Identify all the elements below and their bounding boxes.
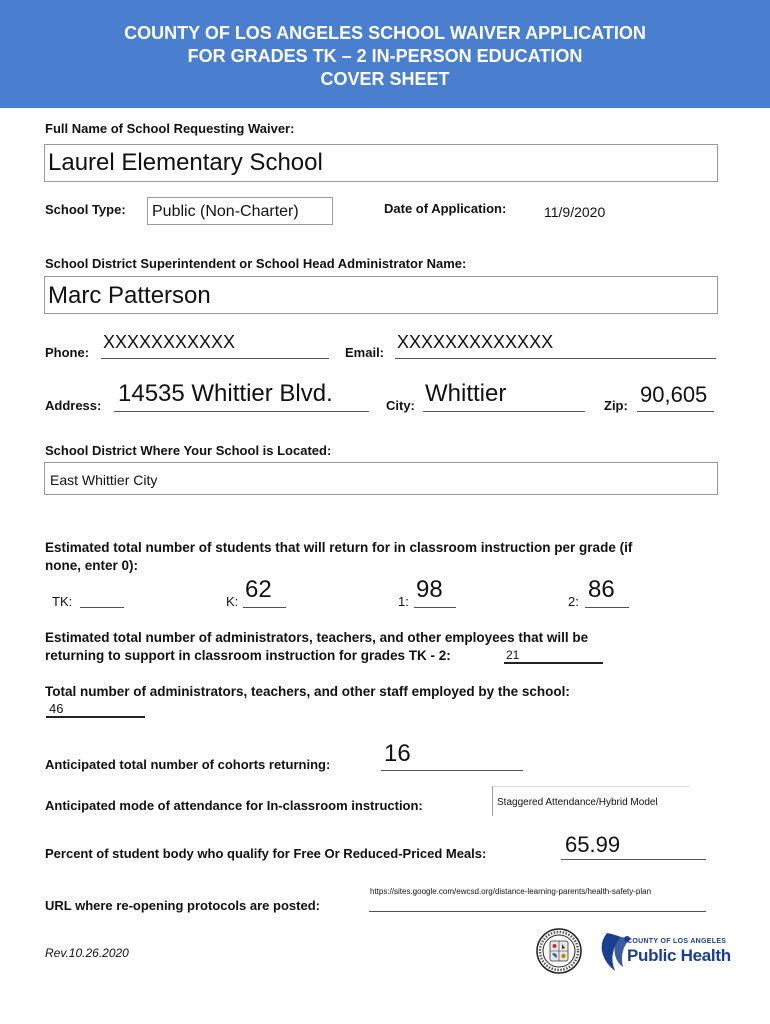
staff-returning-underline bbox=[504, 662, 603, 664]
students-label-line2: none, enter 0): bbox=[45, 558, 139, 573]
zip-underline bbox=[637, 411, 714, 412]
staff-returning-field[interactable] bbox=[504, 646, 603, 662]
school-name-label: Full Name of School Requesting Waiver: bbox=[45, 121, 295, 136]
staff-total-label: Total number of administrators, teachers, and other staff employed by the school: bbox=[45, 684, 570, 699]
zip-value: 90,605 bbox=[640, 382, 708, 407]
school-name-value: Laurel Elementary School bbox=[48, 149, 323, 176]
tk-field[interactable] bbox=[80, 580, 124, 607]
staff-returning-label-line1: Estimated total number of administrators, teachers, and other employees that will be bbox=[45, 630, 589, 645]
email-underline bbox=[395, 358, 716, 359]
k-label: K: bbox=[226, 594, 239, 609]
administrator-field[interactable] bbox=[44, 276, 718, 314]
phone-field[interactable] bbox=[101, 330, 329, 358]
city-field[interactable] bbox=[423, 378, 585, 411]
email-value: XXXXXXXXXXXXX bbox=[397, 332, 554, 352]
zip-field[interactable] bbox=[637, 380, 714, 411]
k-field[interactable] bbox=[243, 576, 286, 607]
grade2-underline bbox=[585, 607, 629, 608]
school-type-label: School Type: bbox=[45, 202, 126, 217]
attendance-mode-value: Staggered Attendance/Hybrid Model bbox=[497, 797, 658, 808]
grade1-underline bbox=[414, 607, 456, 608]
address-label: Address: bbox=[45, 398, 102, 413]
address-underline bbox=[114, 411, 369, 412]
cover-sheet-header bbox=[0, 0, 770, 108]
protocols-url-underline bbox=[369, 911, 706, 912]
staff-total-value: 46 bbox=[49, 701, 64, 716]
grade1-label: 1: bbox=[398, 594, 409, 609]
grade1-field[interactable] bbox=[414, 576, 456, 607]
email-field[interactable] bbox=[395, 330, 716, 358]
district-label: School District Where Your School is Located: bbox=[45, 443, 332, 458]
zip-label: Zip: bbox=[604, 398, 628, 413]
school-type-field[interactable] bbox=[147, 197, 333, 225]
cohorts-label: Anticipated total number of cohorts returning: bbox=[45, 757, 331, 772]
school-name-field[interactable] bbox=[44, 144, 718, 182]
phone-label: Phone: bbox=[45, 345, 90, 360]
city-label: City: bbox=[386, 398, 415, 413]
school-type-value: Public (Non-Charter) bbox=[152, 203, 299, 220]
k-underline bbox=[243, 607, 286, 608]
city-value: Whittier bbox=[425, 380, 507, 407]
grade2-label: 2: bbox=[568, 594, 579, 609]
phone-underline bbox=[101, 358, 329, 359]
header-title-line2: FOR GRADES TK – 2 IN-PERSON EDUCATION bbox=[187, 46, 583, 66]
staff-total-underline bbox=[46, 716, 145, 718]
address-value: 14535 Whittier Blvd. bbox=[118, 380, 333, 407]
grade1-value: 98 bbox=[416, 576, 443, 603]
staff-returning-value: 21 bbox=[506, 648, 520, 662]
free-meals-underline bbox=[561, 859, 706, 860]
cohorts-value: 16 bbox=[384, 740, 411, 767]
tk-underline bbox=[80, 607, 124, 608]
cohorts-underline bbox=[381, 770, 523, 771]
protocols-url-field[interactable] bbox=[369, 884, 706, 911]
county-seal-logo bbox=[536, 928, 582, 974]
grade2-field[interactable] bbox=[585, 576, 629, 607]
free-meals-value: 65.99 bbox=[565, 832, 621, 857]
attendance-mode-label: Anticipated mode of attendance for In-classroom instruction: bbox=[45, 798, 423, 813]
staff-returning-label-line2: returning to support in classroom instruction for grades TK - 2: bbox=[45, 648, 451, 663]
k-value: 62 bbox=[245, 576, 272, 603]
date-of-application-field[interactable] bbox=[538, 201, 708, 225]
cohorts-field[interactable] bbox=[381, 740, 523, 770]
tk-label: TK: bbox=[52, 594, 73, 609]
free-meals-label: Percent of student body who qualify for Free Or Reduced-Priced Meals: bbox=[45, 846, 487, 861]
district-field[interactable] bbox=[44, 462, 718, 495]
administrator-value: Marc Patterson bbox=[48, 282, 211, 309]
protocols-url-label: URL where re-opening protocols are posted: bbox=[45, 898, 320, 913]
address-field[interactable] bbox=[114, 378, 369, 411]
date-of-application-value: 11/9/2020 bbox=[544, 204, 606, 220]
public-health-county-text: COUNTY OF LOS ANGELES bbox=[627, 938, 727, 945]
attendance-mode-field[interactable] bbox=[492, 786, 690, 816]
date-of-application-label: Date of Application: bbox=[384, 201, 507, 216]
staff-total-field[interactable] bbox=[46, 700, 145, 716]
revision-date: Rev.10.26.2020 bbox=[45, 946, 129, 960]
city-underline bbox=[423, 411, 585, 412]
phone-value: XXXXXXXXXXX bbox=[103, 332, 236, 352]
public-health-wordmark: Public Health bbox=[627, 946, 731, 965]
students-label-line1: Estimated total number of students that will return for in classroom instruction per grade (if bbox=[45, 540, 633, 555]
protocols-url-value: https://sites.google.com/ewcsd.org/distance-learning-parents/health-safety-plan bbox=[370, 887, 652, 896]
district-value: East Whittier City bbox=[50, 472, 158, 488]
email-label: Email: bbox=[345, 345, 385, 360]
header-title-line3: COVER SHEET bbox=[320, 69, 450, 89]
grade2-value: 86 bbox=[588, 576, 615, 603]
header-title-line1: COUNTY OF LOS ANGELES SCHOOL WAIVER APPLICATION bbox=[124, 23, 646, 43]
administrator-label: School District Superintendent or School Head Administrator Name: bbox=[45, 256, 467, 271]
free-meals-field[interactable] bbox=[561, 832, 706, 859]
